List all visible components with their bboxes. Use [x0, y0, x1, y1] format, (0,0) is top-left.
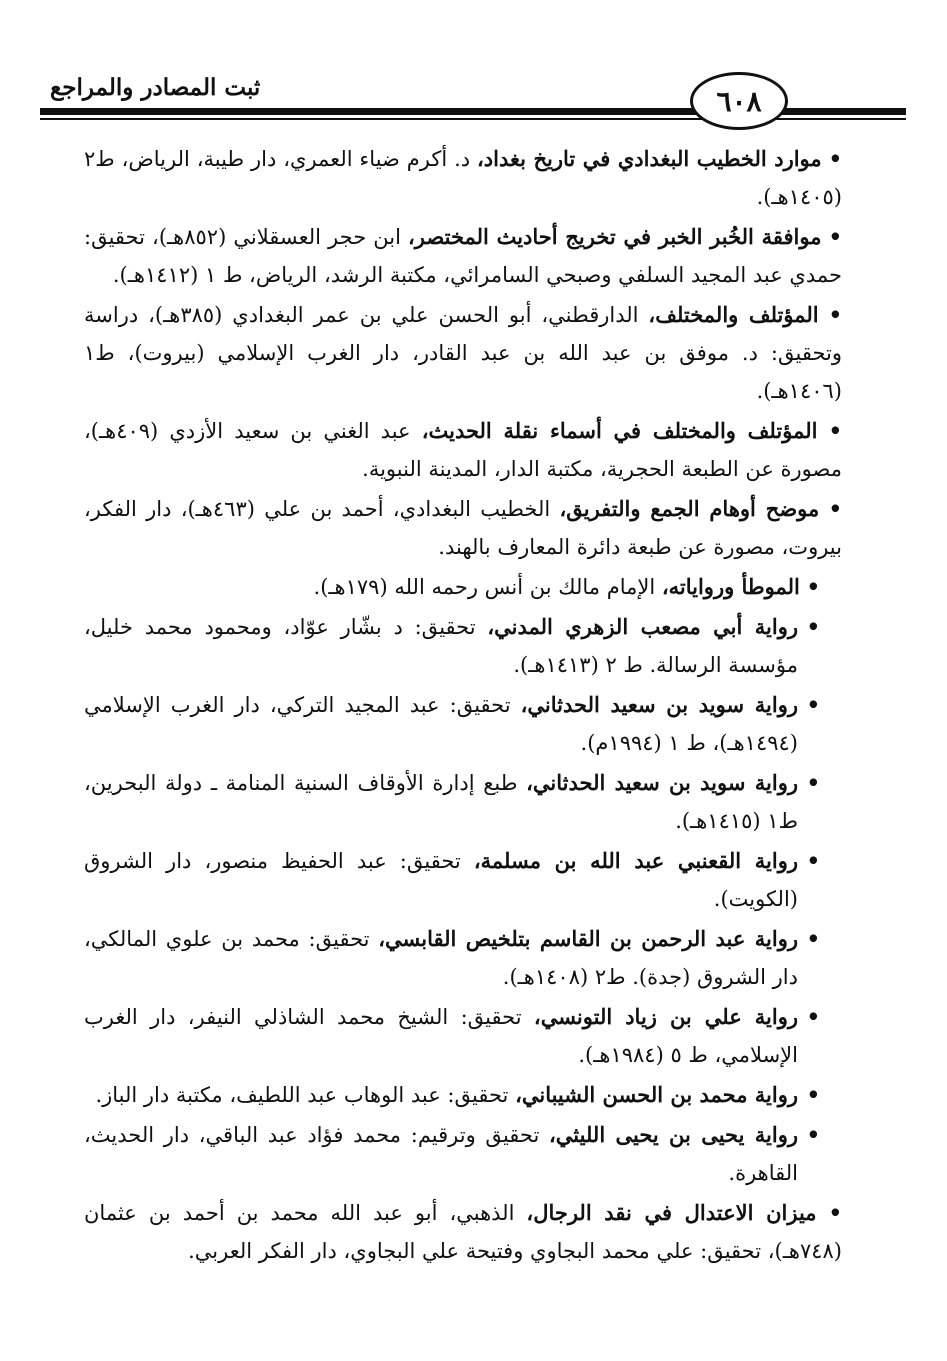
sub-list-item: • رواية يحيى بن يحيى الليثي، تحقيق وترقيم: محمد فؤاد عبد الباقي، دار الحديث، القاهرة.	[84, 1122, 820, 1185]
list-item: • الموطأ ورواياته، الإمام مالك بن أنس رحمه الله (١٧٩هـ).	[313, 574, 820, 599]
list-item: • المؤتلف والمختلف في أسماء نقلة الحديث، عبد الغني بن سعيد الأزدي (٤٠٩هـ)، مصورة عن الطبعة الحجرية، مكتبة الدار، المدينة النبوية.	[84, 418, 843, 481]
running-title: ثبت المصادر والمراجع	[50, 74, 261, 101]
page-number: ٦٠٨	[690, 72, 788, 130]
sub-list-item: • رواية أبي مصعب الزهري المدني، تحقيق: د بشّار عوّاد، ومحمود محمد خليل، مؤسسة الرسالة. ط ٢ (١٤١٣هـ).	[84, 614, 820, 677]
sub-list-item: • رواية عبد الرحمن بن القاسم بتلخيص القابسي، تحقيق: محمد بن علوي المالكي، دار الشروق (جدة). ط٢ (١٤٠٨هـ).	[84, 926, 820, 989]
sub-list-item: • رواية القعنبي عبد الله بن مسلمة، تحقيق: عبد الحفيظ منصور، دار الشروق (الكويت).	[84, 848, 820, 911]
sub-list-item: • رواية سويد بن سعيد الحدثاني، طبع إدارة الأوقاف السنية المنامة ـ دولة البحرين، ط١ (١٤١٥هـ).	[84, 770, 820, 833]
list-item: • المؤتلف والمختلف، الدارقطني، أبو الحسن علي بن عمر البغدادي (٣٨٥هـ)، دراسة وتحقيق: د. موفق بن عبد الله بن عبد القادر، دار الغرب الإسلامي (بيروت)، ط١ (١٤٠٦هـ).	[84, 302, 842, 403]
sub-list-item: • رواية محمد بن الحسن الشيباني، تحقيق: عبد الوهاب عبد اللطيف، مكتبة دار الباز.	[95, 1082, 820, 1107]
sub-list-item: • رواية سويد بن سعيد الحدثاني، تحقيق: عبد المجيد التركي، دار الغرب الإسلامي (١٤٩٤هـ)، ط ١ (١٩٩٤م).	[84, 692, 820, 755]
list-item: • موضح أوهام الجمع والتفريق، الخطيب البغدادي، أحمد بن علي (٤٦٣هـ)، دار الفكر، بيروت، مصورة عن طبعة دائرة المعارف بالهند.	[84, 496, 842, 559]
sub-list-item: • رواية علي بن زياد التونسي، تحقيق: الشيخ محمد الشاذلي النيفر، دار الغرب الإسلامي، ط ٥ (١٩٨٤هـ).	[84, 1004, 820, 1067]
list-item: • ميزان الاعتدال في نقد الرجال، الذهبي، أبو عبد الله محمد بن أحمد بن عثمان (٧٤٨هـ)، تحقيق: علي محمد البجاوي وفتيحة علي البجاوي، دار الفكر العربي.	[84, 1200, 842, 1263]
list-item: • موافقة الخُبر الخبر في تخريج أحاديث المختصر، ابن حجر العسقلاني (٨٥٢هـ)، تحقيق: حمدي عبد المجيد السلفي وصبحي السامرائي، مكتبة الرشد، الرياض، ط ١ (١٤١٢هـ).	[84, 224, 842, 287]
list-item: • موارد الخطيب البغدادي في تاريخ بغداد، د. أكرم ضياء العمري، دار طيبة، الرياض، ط٢ (١٤٠٥هـ).	[84, 146, 842, 209]
bibliography-list	[84, 140, 842, 1272]
